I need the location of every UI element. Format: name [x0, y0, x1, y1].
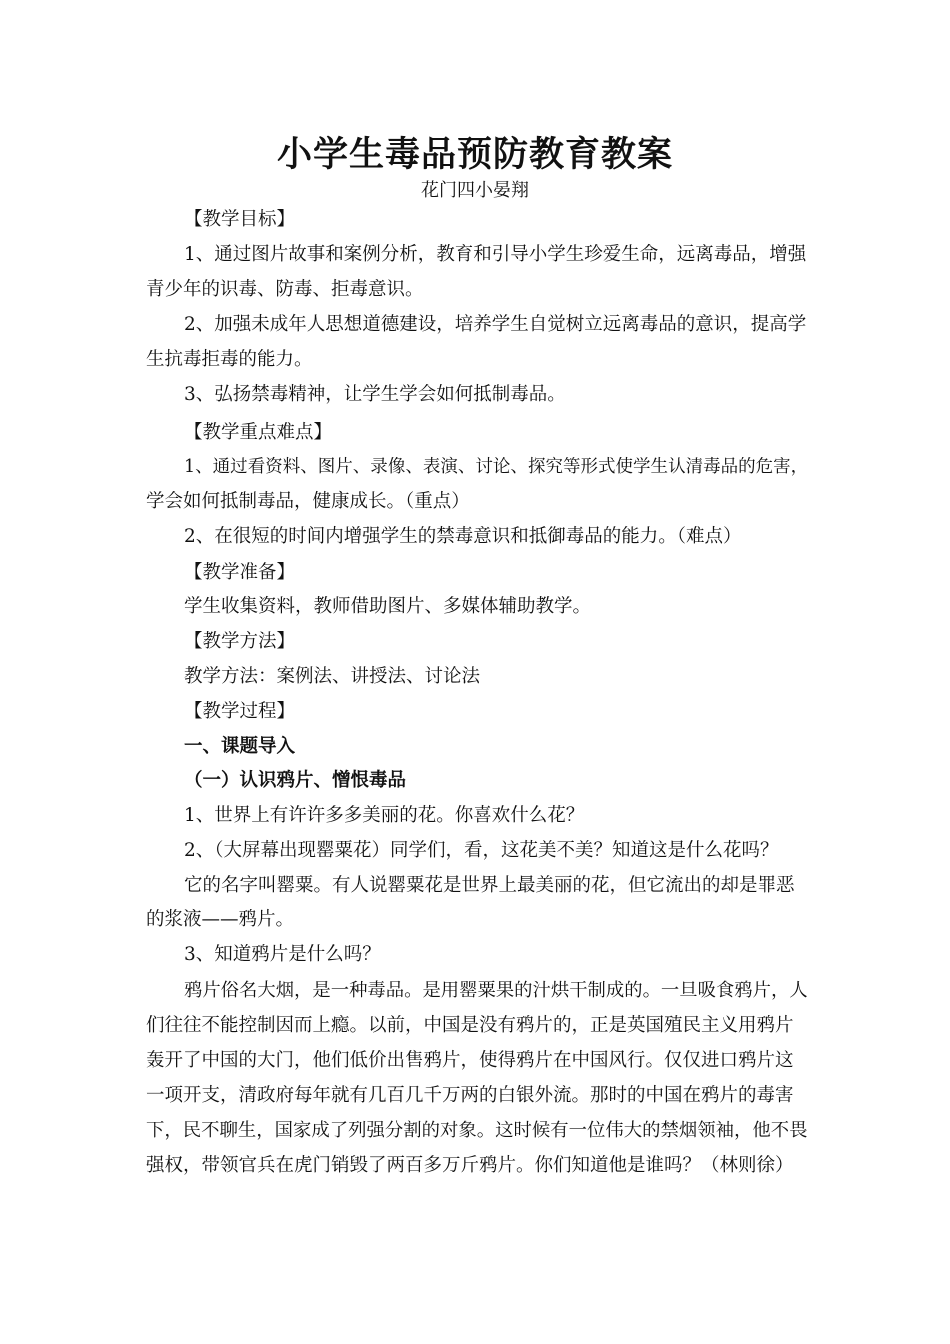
question-1: 1、世界上有许许多多美丽的花。你喜欢什么花？: [184, 805, 585, 826]
document-title: 小学生毒品预防教育教案: [276, 135, 673, 175]
question-2: 2、（大屏幕出现罂粟花）同学们，看，这花美不美？知道这是什么花吗？: [184, 840, 779, 861]
document-author: 花门四小晏翔: [421, 180, 529, 201]
goals-heading: 【教学目标】: [184, 209, 296, 230]
opium-line-2: 们往往不能控制因而上瘾。以前，中国是没有鸦片的，正是英国殖民主义用鸦片: [146, 1015, 794, 1036]
key-2: 2、在很短的时间内增强学生的禁毒意识和抵御毒品的能力。（难点）: [184, 526, 742, 547]
key-heading: 【教学重点难点】: [184, 422, 333, 443]
opium-line-4: 一项开支，清政府每年就有几百几千万两的白银外流。那时的中国在鸦片的毒害: [146, 1085, 794, 1106]
prep-text: 学生收集资料，教师借助图片、多媒体辅助教学。: [184, 596, 592, 617]
opium-line-1: 鸦片俗名大烟，是一种毒品。是用罂粟果的汁烘干制成的。一旦吸食鸦片，人: [184, 980, 808, 1001]
process-heading: 【教学过程】: [184, 701, 296, 722]
poppy-line-2: 的浆液——鸦片。: [146, 909, 295, 930]
method-text: 教学方法：案例法、讲授法、讨论法: [184, 666, 481, 687]
part-1-heading: 一、课题导入: [184, 736, 296, 757]
opium-line-6: 强权，带领官兵在虎门销毁了两百多万斤鸦片。你们知道他是谁吗？（林则徐）: [146, 1155, 794, 1176]
method-heading: 【教学方法】: [184, 631, 296, 652]
question-3: 3、知道鸦片是什么吗？: [184, 944, 381, 965]
goal-1-line-2: 青少年的识毒、防毒、拒毒意识。: [146, 279, 424, 300]
opium-line-5: 下，民不聊生，国家成了列强分割的对象。这时候有一位伟大的禁烟领袖，他不畏: [146, 1120, 808, 1141]
key-1-line-2: 学会如何抵制毒品，健康成长。（重点）: [146, 491, 470, 512]
goal-2-line-1: 2、加强未成年人思想道德建设，培养学生自觉树立远离毒品的意识，提高学: [184, 314, 807, 335]
goal-2-line-2: 生抗毒拒毒的能力。: [146, 349, 313, 370]
prep-heading: 【教学准备】: [184, 562, 296, 583]
opium-line-3: 轰开了中国的大门，他们低价出售鸦片，使得鸦片在中国风行。仅仅进口鸦片这: [146, 1050, 794, 1071]
key-1-line-1: 1、通过看资料、图片、录像、表演、讨论、探究等形式使学生认清毒品的危害，: [184, 457, 809, 477]
goal-1-line-1: 1、通过图片故事和案例分析，教育和引导小学生珍爱生命，远离毒品，增强: [184, 244, 807, 265]
poppy-line-1: 它的名字叫罂粟。有人说罂粟花是世界上最美丽的花，但它流出的却是罪恶: [184, 875, 795, 896]
goal-3: 3、弘扬禁毒精神，让学生学会如何抵制毒品。: [184, 384, 566, 405]
part-1-subheading: （一）认识鸦片、憎恨毒品: [184, 770, 407, 791]
